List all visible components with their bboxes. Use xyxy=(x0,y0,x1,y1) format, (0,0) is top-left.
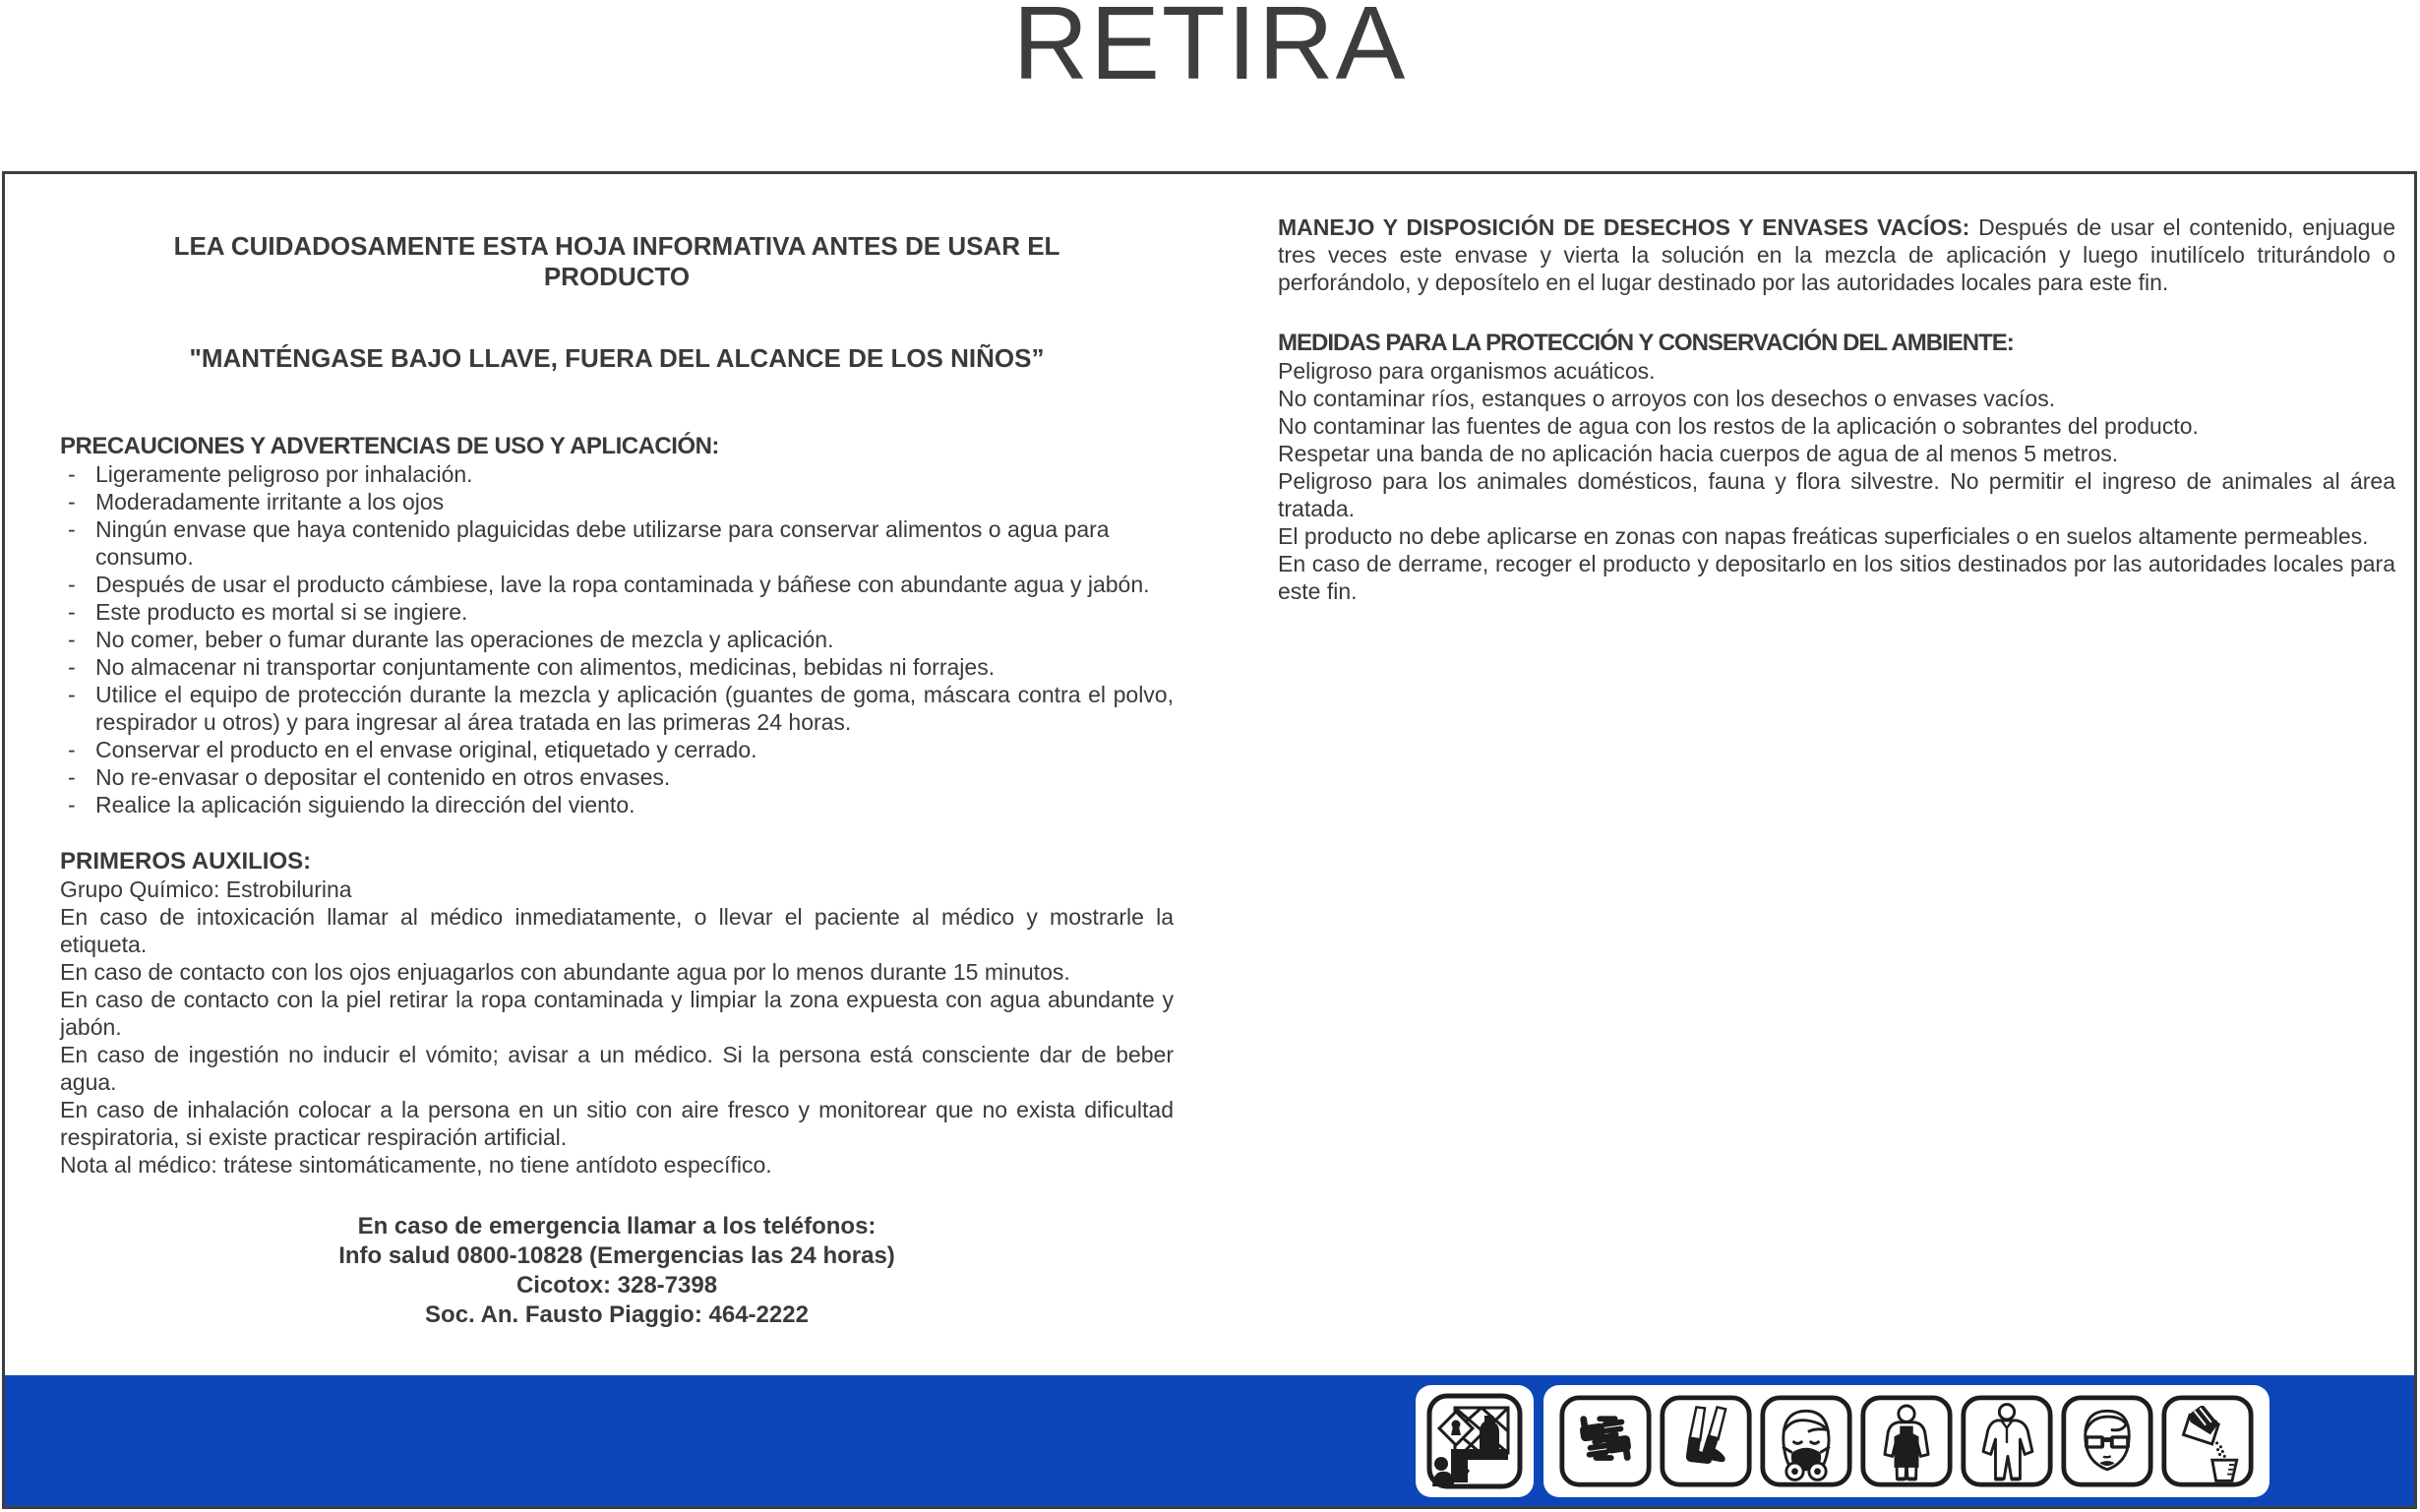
left-column xyxy=(60,213,1174,1330)
environment-block xyxy=(1278,357,2395,605)
emergency-line: En caso de emergencia llamar a los teléfonos: xyxy=(357,1213,877,1240)
list-item xyxy=(60,653,1174,681)
bullet-dash: - xyxy=(68,489,76,514)
first-aid-heading: PRIMEROS AUXILIOS: xyxy=(60,848,312,875)
apron-icon xyxy=(1859,1394,1954,1488)
environment-line: No contaminar ríos, estanques o arroyos con los desechos o envases vacíos. xyxy=(1278,386,2056,411)
list-item xyxy=(60,681,1174,736)
first-aid-line: En caso de ingestión no inducir el vómito; avisar a un médico. Si la persona está consciente dar de beber agua. xyxy=(60,1042,1174,1095)
storage-pictogram-group xyxy=(1416,1385,1534,1497)
list-item-text: No comer, beber o fumar durante las operaciones de mezcla y aplicación. xyxy=(95,627,834,652)
bullet-dash: - xyxy=(68,792,76,817)
read-before-use-heading: LEA CUIDADOSAMENTE ESTA HOJA INFORMATIVA ANTES DE USAR EL PRODUCTO xyxy=(173,231,1060,291)
bullet-dash: - xyxy=(68,461,76,487)
list-item xyxy=(60,763,1174,791)
list-item-text: Utilice el equipo de protección durante la mezcla y aplicación (guantes de goma, máscara contra el polvo, respirador u otros) y para ingresar al área tratada en las primeras 24 horas. xyxy=(95,682,1174,735)
footer-blue-bar xyxy=(5,1375,2414,1506)
environment-line: Peligroso para organismos acuáticos. xyxy=(1278,358,1656,384)
waste-disposal-heading: MANEJO Y DISPOSICIÓN DE DESECHOS Y ENVASES VACÍOS: xyxy=(1278,214,1970,240)
environment-line: No contaminar las fuentes de agua con los restos de la aplicación o sobrantes del producto. xyxy=(1278,413,2199,439)
list-item xyxy=(60,791,1174,818)
waste-disposal-body: Después de usar el contenido, enjuague tres veces este envase y vierta la solución en la mezcla de aplicación y luego inutilícelo triturándolo o perforándolo, y deposítelo en el lugar destinado por las autoridades locales para este fin. xyxy=(1278,214,2396,295)
list-item xyxy=(60,571,1174,598)
environment-line: El producto no debe aplicarse en zonas con napas freáticas superficiales o en suelos altamente permeables. xyxy=(1278,523,2369,549)
bullet-dash: - xyxy=(68,764,76,790)
list-item-text: Este producto es mortal si se ingiere. xyxy=(95,599,468,625)
list-item xyxy=(60,488,1174,515)
list-item-text: Realice la aplicación siguiendo la dirección del viento. xyxy=(95,792,635,817)
first-aid-line: Nota al médico: trátese sintomáticamente, no tiene antídoto específico. xyxy=(60,1152,772,1178)
bullet-dash: - xyxy=(68,572,76,597)
list-item-text: Moderadamente irritante a los ojos xyxy=(95,489,445,514)
bullet-dash: - xyxy=(68,654,76,680)
emergency-line: Soc. An. Fausto Piaggio: 464-2222 xyxy=(425,1301,809,1328)
information-panel xyxy=(2,171,2417,1509)
emergency-line: Cicotox: 328-7398 xyxy=(515,1272,718,1299)
list-item xyxy=(60,626,1174,653)
list-item-text: Después de usar el producto cámbiese, lave la ropa contaminada y báñese con abundante agua y jabón. xyxy=(95,572,1150,597)
list-item xyxy=(60,736,1174,763)
first-aid-line: En caso de contacto con la piel retirar la ropa contaminada y limpiar la zona expuesta con agua abundante y jabón. xyxy=(60,987,1174,1040)
goggles-icon xyxy=(2060,1394,2154,1488)
list-item xyxy=(60,515,1174,571)
list-item-text: Ningún envase que haya contenido plaguicidas debe utilizarse para conservar alimentos o agua para consumo. xyxy=(95,516,1110,570)
environment-line: Peligroso para los animales domésticos, fauna y flora silvestre. No permitir el ingreso de animales al área tratada. xyxy=(1278,468,2395,521)
gloves-icon xyxy=(1558,1394,1653,1488)
environment-line: Respetar una banda de no aplicación hacia cuerpos de agua de al menos 5 metros. xyxy=(1278,441,2119,466)
first-aid-line: En caso de contacto con los ojos enjuagarlos con abundante agua por lo menos durante 15 minutos. xyxy=(60,959,1070,985)
list-item xyxy=(60,598,1174,626)
list-item-text: No re-envasar o depositar el contenido en otros envases. xyxy=(95,764,671,790)
list-item xyxy=(60,460,1174,488)
product-title: RETIRA xyxy=(1012,0,1408,101)
ppe-pictogram-group xyxy=(1543,1385,2269,1497)
list-item-text: No almacenar ni transportar conjuntamente con alimentos, medicinas, bebidas ni forrajes. xyxy=(95,654,996,680)
locked-storage-icon xyxy=(1425,1392,1524,1490)
bullet-dash: - xyxy=(68,627,76,652)
precautions-heading: PRECAUCIONES Y ADVERTENCIAS DE USO Y APLICACIÓN: xyxy=(60,433,719,459)
bullet-dash: - xyxy=(68,599,76,625)
bullet-dash: - xyxy=(68,682,76,707)
first-aid-line: Grupo Químico: Estrobilurina xyxy=(60,877,352,902)
environment-heading: MEDIDAS PARA LA PROTECCIÓN Y CONSERVACIÓN DEL AMBIENTE: xyxy=(1278,330,2014,356)
respirator-icon xyxy=(1759,1394,1853,1488)
emergency-line: Info salud 0800-10828 (Emergencias las 24 horas) xyxy=(338,1242,895,1269)
first-aid-block xyxy=(60,876,1174,1179)
keep-locked-heading: "MANTÉNGASE BAJO LLAVE, FUERA DEL ALCANCE DE LOS NIÑOS” xyxy=(189,343,1045,373)
boots-icon xyxy=(1659,1394,1753,1488)
first-aid-line: En caso de inhalación colocar a la persona en un sitio con aire fresco y monitorear que no exista dificultad respiratoria, si existe practicar respiración artificial. xyxy=(60,1097,1174,1150)
emergency-phones-block xyxy=(60,1212,1174,1330)
environment-line: En caso de derrame, recoger el producto y depositarlo en los sitios destinados por las autoridades locales para este fin. xyxy=(1278,551,2395,604)
first-aid-line: En caso de intoxicación llamar al médico inmediatamente, o llevar el paciente al médico y mostrarle la etiqueta. xyxy=(60,904,1174,957)
bullet-dash: - xyxy=(68,516,76,542)
bullet-dash: - xyxy=(68,737,76,762)
precautions-list xyxy=(60,460,1174,818)
list-item-text: Conservar el producto en el envase original, etiquetado y cerrado. xyxy=(95,737,757,762)
list-item-text: Ligeramente peligroso por inhalación. xyxy=(95,461,473,487)
protective-suit-icon xyxy=(1960,1394,2054,1488)
waste-disposal-paragraph xyxy=(1278,213,2395,296)
triple-rinse-disposal-icon xyxy=(2160,1394,2255,1488)
right-column xyxy=(1278,213,2395,605)
